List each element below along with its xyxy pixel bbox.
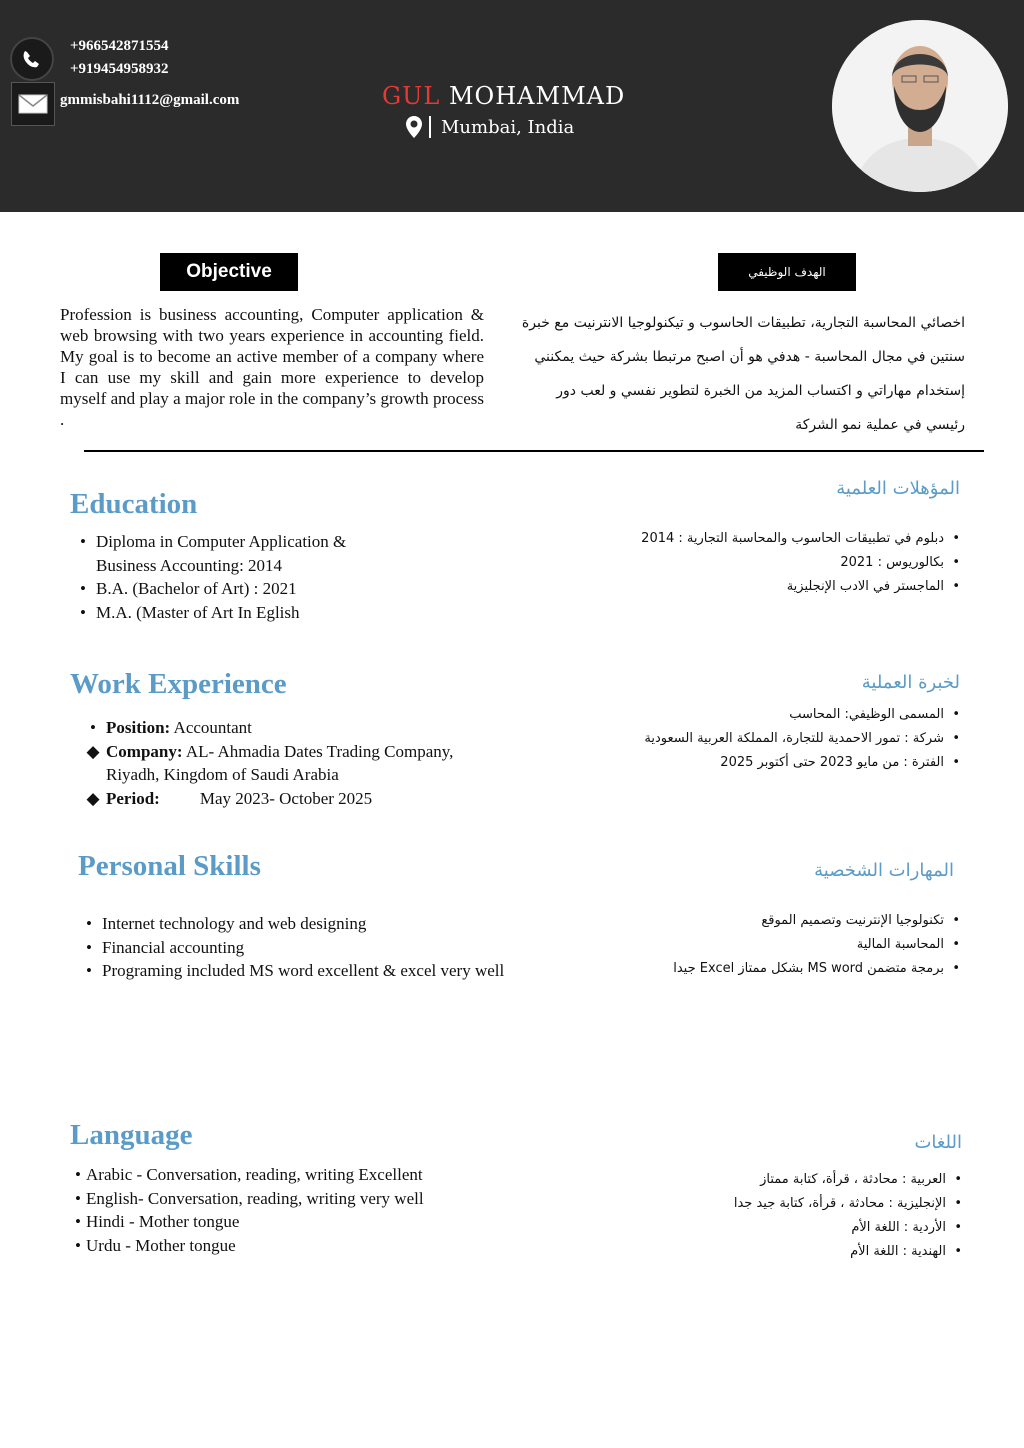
profile-photo	[832, 20, 1008, 192]
list-item: • بكالوريوس : 2021	[840, 555, 960, 570]
list-item: • M.A. (Master of Art In Eglish	[80, 602, 300, 622]
section-divider	[84, 450, 984, 452]
list-item: • Internet technology and web designing	[86, 914, 367, 933]
list-item: ◆ Company: AL- Ahmadia Dates Trading Company, Riyadh, Kingdom of Saudi Arabia	[86, 741, 454, 784]
list-item: • English- Conversation, reading, writing very well	[75, 1188, 424, 1208]
full-name	[382, 82, 625, 110]
list-item: ◆ Period: May 2023- October 2025	[86, 788, 373, 808]
list-item: • Financial accounting	[86, 937, 245, 957]
personal-skills-heading-arabic: المهارات الشخصية	[814, 860, 954, 881]
mail-icon	[11, 82, 55, 126]
first-name: GUL	[382, 82, 441, 110]
work-experience-heading: Work Experience	[70, 668, 287, 700]
email-address[interactable]: gmmisbahi1112@gmail.com	[60, 92, 240, 108]
list-item: • العربية : محادثة ، قرأة، كتابة ممتاز	[760, 1172, 962, 1187]
work-experience-list-arabic	[630, 703, 960, 775]
last-name: MOHAMMAD	[448, 82, 626, 110]
location-pin-icon	[405, 115, 423, 139]
list-item: • دبلوم في تطبيقات الحاسوب والمحاسبة التجارية : 2014	[641, 531, 960, 546]
language-list-arabic	[632, 1168, 962, 1264]
education-heading: Education	[70, 488, 198, 520]
language-list	[74, 1163, 494, 1257]
work-experience-list	[86, 716, 506, 810]
list-item: • الماجستر في الادب الإنجليزية	[786, 579, 960, 594]
language-heading-arabic: اللغات	[914, 1132, 962, 1153]
list-item: • الأردية : اللغة الأم	[851, 1220, 962, 1235]
education-list	[76, 530, 406, 624]
location	[405, 115, 574, 139]
list-item: • Diploma in Computer Application & Business Accounting: 2014	[80, 532, 347, 575]
phone-icon	[10, 37, 54, 81]
phone-number-1: +966542871554	[70, 38, 169, 54]
objective-label: Objective	[160, 253, 298, 291]
language-heading: Language	[70, 1119, 193, 1151]
list-item: • الهندية : اللغة الأم	[850, 1244, 962, 1259]
list-item: • تكنولوجيا الإنترنيت وتصميم الموقع	[761, 913, 960, 928]
list-item: • Urdu - Mother tongue	[75, 1235, 236, 1255]
objective-text-arabic: اخصائي المحاسبة التجارية، تطبيقات الحاسوب و تيكنولوجيا الانترنيت مع خبرة سنتين في مجال المحاسبة - هدفي هو أن اصبح مرتبطا بشركة حيث يمكنني إستخدام مهاراتي و اكتساب المزيد من الخبرة لتطوير نفسي و لعب دور رئيسي في عملية نمو الشركة	[521, 315, 965, 433]
personal-skills-heading: Personal Skills	[78, 850, 261, 882]
education-heading-arabic: المؤهلات العلمية	[836, 478, 960, 499]
list-item: • برمجة متضمن MS word بشكل ممتاز Excel جيدا	[673, 961, 960, 976]
education-list-arabic	[630, 527, 960, 599]
phone-number-2: +919454958932	[70, 61, 169, 77]
list-item: • Position: Accountant	[90, 718, 252, 737]
header-bar	[0, 0, 1024, 212]
location-text: Mumbai, India	[441, 116, 575, 138]
personal-skills-list	[82, 912, 514, 983]
list-item: • Arabic - Conversation, reading, writing Excellent	[75, 1165, 423, 1184]
list-item: • الإنجليزية : محادثة ، قرأة، كتابة جيد جدا	[733, 1196, 962, 1211]
list-item: • B.A. (Bachelor of Art) : 2021	[80, 579, 297, 598]
list-item: • Programing included MS word excellent & excel very well	[86, 961, 505, 980]
list-item: • شركة : تمور الاحمدية للتجارة، المملكة العربية السعودية	[644, 731, 960, 746]
list-item: • المسمى الوظيفي: المحاسب	[789, 707, 960, 722]
list-item: • Hindi - Mother tongue	[75, 1212, 240, 1231]
work-experience-heading-arabic: لخبرة العملية	[861, 672, 960, 693]
list-item: • الفترة : من مايو 2023 حتى أكتوبر 2025	[720, 755, 960, 770]
objective-label-arabic: الهدف الوظيفي	[718, 253, 856, 291]
list-item: • المحاسبة المالية	[856, 937, 960, 952]
objective-text: Profession is business accounting, Computer application & web browsing with two years experience in accounting field. My goal is to become an active member of a company where I can use my skill and gain more experience to develop myself and play a major role in the company’s growth process .	[60, 305, 484, 429]
personal-skills-list-arabic	[630, 909, 960, 981]
